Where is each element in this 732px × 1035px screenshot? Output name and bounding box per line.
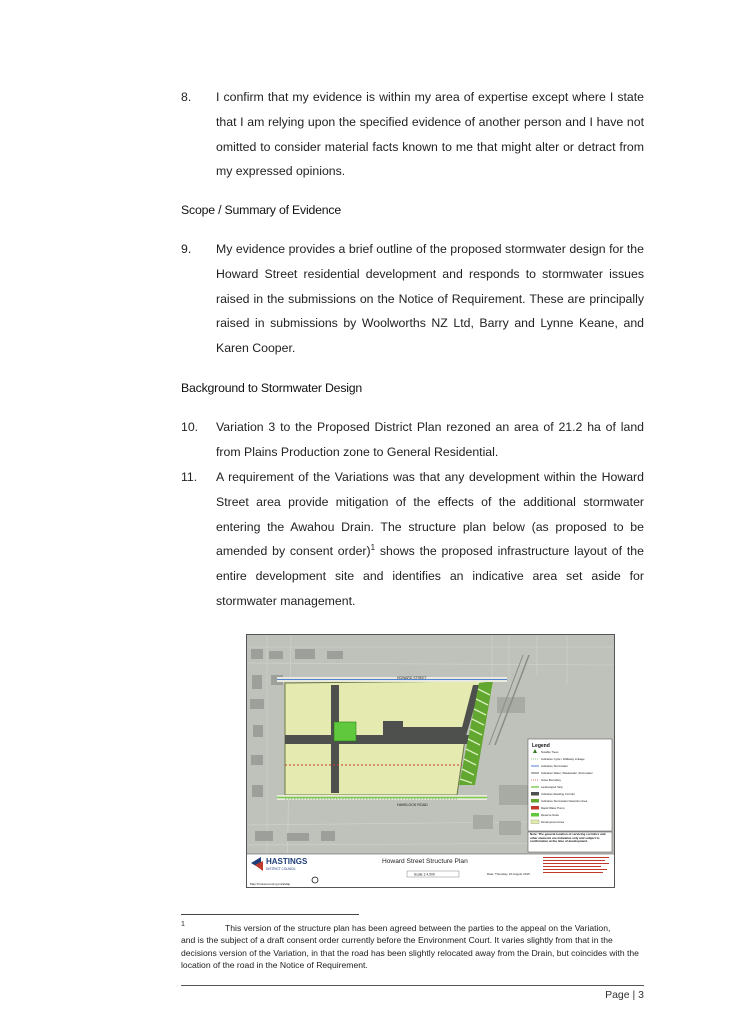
org-subtitle: DISTRICT COUNCIL: [266, 867, 296, 871]
footnote: [181, 922, 644, 972]
paragraph-text: My evidence provides a brief outline of the proposed stormwater design for the Howard Street residential development and responds to stormwater issues raised in the submissions on the Notice of Requirement. These are principally raised in submissions by Woolworths NZ Ltd, Barry and Lynne Keane, and Karen Cooper.: [216, 242, 644, 356]
page-number: Page | 3: [605, 989, 644, 1001]
paragraph-9: [181, 237, 644, 361]
paragraph-text: [216, 465, 644, 614]
legend-item: Indicative Roading Corridor: [541, 792, 575, 796]
legend-item: Indicative Water, Wastewater, Stormwater: [541, 771, 593, 775]
legend-item: Noise Boundary: [541, 778, 561, 782]
org-name: HASTINGS: [266, 857, 308, 866]
map-note: Note: The general location of servicing corridors and other elements are indicative only and subject to confirmation at the time of development.: [530, 833, 606, 844]
paragraph-number: 8.: [181, 90, 192, 104]
footer-rule: [181, 985, 644, 986]
footnote-first-line: This version of the structure plan has been agreed between the parties to the appeal on the Variation,: [225, 923, 611, 933]
legend-item: Landscaped Strip: [541, 785, 563, 789]
paragraph-text-part: shows the proposed infrastructure layout of the entire development site and identifies an indicative area set aside for stormwater management.: [216, 544, 644, 608]
legend-title: Legend: [532, 743, 550, 749]
structure-plan-map: [246, 634, 615, 888]
legend-item: Indicative Stormwater: [541, 764, 568, 768]
footnote-separator: [181, 914, 359, 915]
legend-item: Notable Trees: [541, 750, 559, 754]
map-title-block: [247, 854, 614, 887]
paragraph-10: [181, 415, 644, 465]
legend-item: Indicative Cycle / Walkway Linkage: [541, 757, 585, 761]
legend-item: Rapid Water Pump: [541, 806, 565, 810]
road-label-havelock: HAVELOCK ROAD: [397, 803, 428, 807]
plan-title: Howard Street Structure Plan: [382, 858, 468, 865]
road-label-howard: HOWARD STREET: [397, 676, 427, 680]
paragraph-11: [181, 465, 644, 614]
map-legend: [528, 739, 612, 852]
footnote-number: 1: [181, 921, 185, 928]
legend-item: Development Area: [541, 820, 565, 824]
footnote-text: and is the subject of a draft consent order currently before the Environment Court. It varies slightly from that in the decisions version of the Variation, in that the road has been slightly relocated away from the Drain, but coincides with the location of the road in the Notice of Requirement.: [181, 935, 639, 971]
paragraph-text-part: A requirement of the Variations was that any development within the Howard Street area provide mitigation of the effects of the additional stormwater entering the Awahou Drain. The structure plan below (as proposed to be amended by consent order): [216, 470, 644, 559]
paragraph-text: I confirm that my evidence is within my area of expertise except where I state that I am relying upon the specified evidence of another person and I have not omitted to consider material facts known to me that might alter or detract from my expressed opinions.: [216, 90, 644, 179]
paragraph-number: 10.: [181, 420, 199, 434]
map-date: Date: Thursday, 20 August 2015: [487, 872, 530, 876]
legend-item: Reserve Node: [541, 813, 559, 817]
map-credit: Map Produced using IntraMap: [250, 882, 291, 886]
paragraph-8: [181, 85, 644, 184]
map-scale: Scale 1:4,000: [414, 872, 435, 877]
paragraph-number: 9.: [181, 242, 192, 256]
legend-item: Indicative Stormwater Detention Area: [541, 799, 588, 803]
heading-background: Background to Stormwater Design: [181, 381, 363, 395]
paragraph-number: 11.: [181, 470, 198, 484]
paragraph-text: Variation 3 to the Proposed District Plan rezoned an area of 21.2 ha of land from Plains Production zone to General Residential.: [216, 420, 644, 459]
footnote-reference[interactable]: 1: [370, 543, 376, 553]
heading-scope: Scope / Summary of Evidence: [181, 203, 342, 217]
